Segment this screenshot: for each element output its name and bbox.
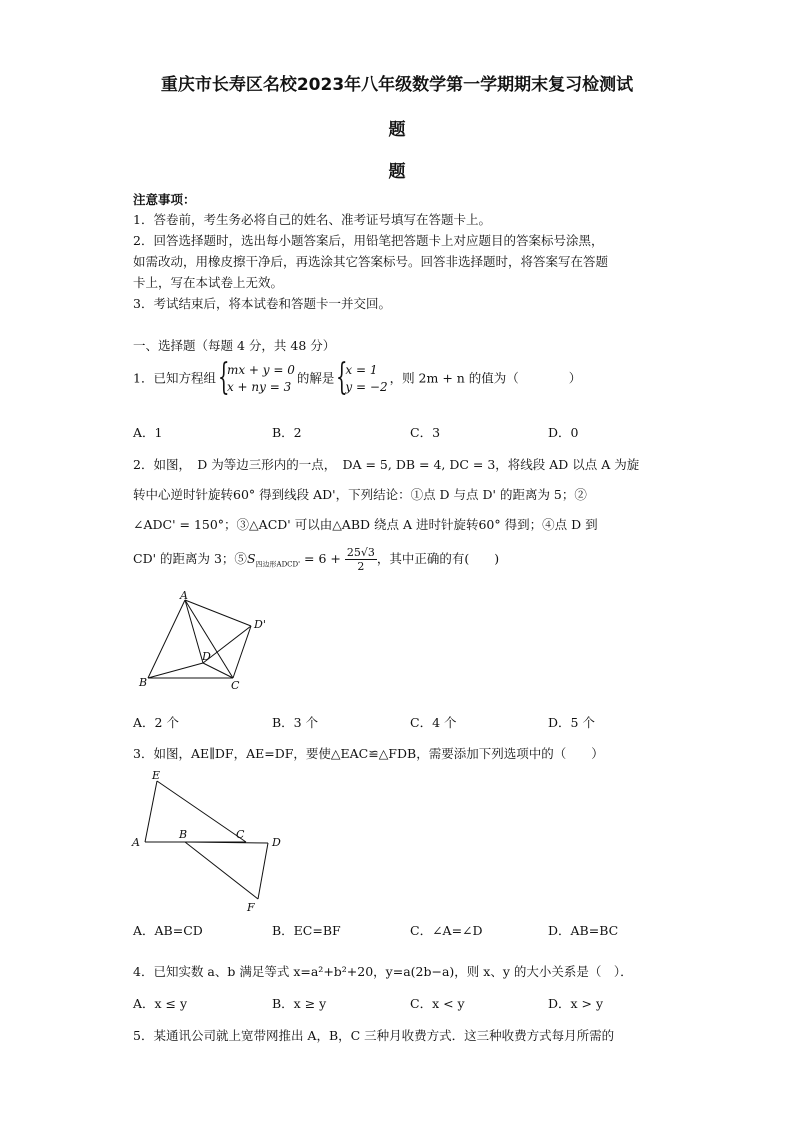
q2-frac-den: 2 <box>357 560 365 573</box>
notice-heading: 注意事项： <box>133 192 196 207</box>
q4-option-d[interactable]: D．x > y <box>548 996 604 1011</box>
q2-fraction <box>345 546 377 573</box>
q3-label-f: F <box>247 901 255 914</box>
section-heading: 一、选择题（每题 4 分，共 48 分） <box>133 338 336 353</box>
question-2-line: 转中心逆时针旋转60° 得到线段 AD'，下列结论：①点 D 与点 D' 的距离为 5；② <box>133 487 587 502</box>
q2-area-symbol: S <box>246 551 256 566</box>
q1-sol1: x = 1 <box>345 363 378 377</box>
exam-subtitle: 题 <box>388 162 406 182</box>
q1-solution: { x = 1 y = −2 <box>336 357 388 398</box>
q4-option-b[interactable]: B．x ≥ y <box>272 996 327 1011</box>
q2-option-a[interactable]: A．2 个 <box>133 715 179 730</box>
question-1 <box>133 357 582 398</box>
q3-option-c[interactable]: C．∠A=∠D <box>410 923 483 938</box>
q4-option-c[interactable]: C．x < y <box>410 996 465 1011</box>
q2-text-c: ，其中正确的有( ) <box>376 551 500 566</box>
q2-label-d: D <box>202 650 211 663</box>
q3-label-b: B <box>179 828 188 841</box>
q1-option-d[interactable]: D．0 <box>548 425 579 440</box>
notice-item: 3．考试结束后，将本试卷和答题卡一并交回。 <box>133 296 391 311</box>
notice-item: 如需改动，用橡皮擦干净后，再选涂其它答案标号。回答非选择题时，将答案写在答题 <box>133 254 609 269</box>
q3-option-a[interactable]: A．AB=CD <box>133 923 203 938</box>
exam-title-continued: 题 <box>388 120 406 140</box>
q1-eq1: mx + y = 0 <box>226 363 295 377</box>
question-2-line <box>133 546 499 573</box>
q1-option-c[interactable]: C．3 <box>410 425 441 440</box>
q3-option-b[interactable]: B．EC=BF <box>272 923 341 938</box>
q2-label-c: C <box>231 679 240 692</box>
q1-sol2: y = −2 <box>345 380 388 394</box>
q3-option-d[interactable]: D．AB=BC <box>548 923 619 938</box>
q1-option-a[interactable]: A．1 <box>133 425 163 440</box>
q1-suffix: ，则 2m + n 的值为（ ） <box>389 370 582 386</box>
question-4: 4．已知实数 a、b 满足等式 x=a²+b²+20，y=a(2b−a)，则 x、y 的大小关系是（ ）． <box>133 964 633 979</box>
q1-system: { mx + y = 0 x + ny = 3 <box>217 357 295 398</box>
q3-label-c: C <box>236 828 245 841</box>
q2-option-d[interactable]: D．5 个 <box>548 715 595 730</box>
q2-figure-lines <box>148 600 251 678</box>
q3-figure <box>130 766 290 914</box>
q2-text-a: CD' 的距离为 3；⑤ <box>133 551 247 566</box>
question-5: 5．某通讯公司就上宽带网推出 A，B，C 三种月收费方式．这三种收费方式每月所需的 <box>133 1028 615 1043</box>
q2-label-d-prime: D' <box>254 618 266 631</box>
q1-option-b[interactable]: B．2 <box>272 425 302 440</box>
exam-title: 重庆市长寿区名校2023年八年级数学第一学期期末复习检测试 <box>160 75 634 95</box>
q2-frac-num: 25√3 <box>346 546 375 559</box>
q2-option-c[interactable]: C．4 个 <box>410 715 457 730</box>
q1-eq2: x + ny = 3 <box>226 380 292 394</box>
q2-text-b: = 6 + <box>300 551 345 566</box>
q2-area-subscript: 四边形ADCD' <box>255 560 301 569</box>
question-3: 3．如图，AE∥DF，AE=DF，要使△EAC≌△FDB，需要添加下列选项中的（ ） <box>133 746 604 761</box>
q1-middle: 的解是 <box>296 370 335 386</box>
notice-item: 2．回答选择题时，选出每小题答案后，用铅笔把答题卡上对应题目的答案标号涂黑， <box>133 233 604 248</box>
notice-item: 卡上，写在本试卷上无效。 <box>133 275 284 290</box>
q2-label-a: A <box>180 589 188 602</box>
q1-prefix: 1．已知方程组 <box>133 370 216 386</box>
q3-figure-lines <box>145 781 268 899</box>
notice-item: 1．答卷前，考生务必将自己的姓名、准考证号填写在答题卡上。 <box>133 212 491 227</box>
question-2-line: 2．如图， D 为等边三形内的一点， DA = 5, DB = 4, DC = 3，将线段 AD 以点 A 为旋 <box>133 457 640 472</box>
q2-label-b: B <box>139 676 148 689</box>
q3-label-e: E <box>152 769 161 782</box>
question-2-line: ∠ADC' = 150°；③△ACD' 可以由△ABD 绕点 A 进时针旋转60° 得到；④点 D 到 <box>133 517 598 532</box>
q2-figure <box>133 588 273 693</box>
q3-label-a: A <box>132 836 140 849</box>
q3-label-d: D <box>272 836 281 849</box>
q2-option-b[interactable]: B．3 个 <box>272 715 319 730</box>
q4-option-a[interactable]: A．x ≤ y <box>133 996 188 1011</box>
